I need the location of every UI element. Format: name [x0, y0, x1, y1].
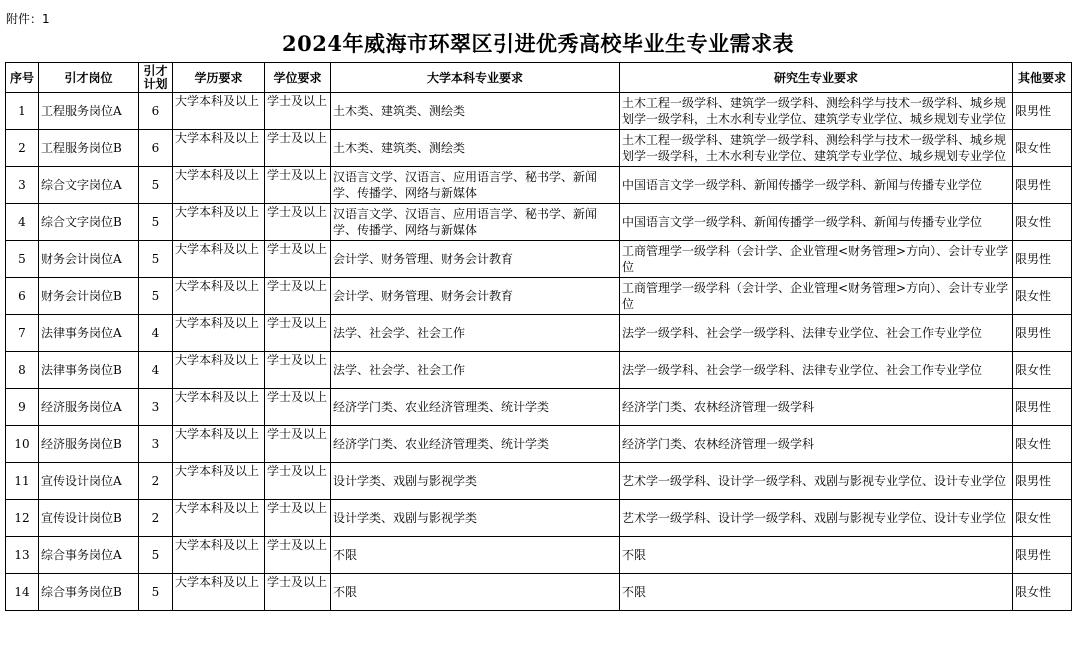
- cell-graduate: 法学一级学科、社会学一级学科、法律专业学位、社会工作专业学位: [620, 352, 1013, 389]
- table-row: [6, 352, 1072, 389]
- cell-other: 限男性: [1013, 315, 1072, 352]
- cell-position: 宣传设计岗位B: [39, 500, 139, 537]
- cell-undergrad: 设计学类、戏剧与影视学类: [331, 463, 620, 500]
- cell-no: 3: [6, 167, 39, 204]
- cell-other: 限女性: [1013, 204, 1072, 241]
- cell-education: 大学本科及以上: [173, 93, 265, 130]
- cell-graduate: 不限: [620, 537, 1013, 574]
- cell-degree: 学士及以上: [265, 500, 331, 537]
- cell-no: 5: [6, 241, 39, 278]
- cell-graduate: 中国语言文学一级学科、新闻传播学一级学科、新闻与传播专业学位: [620, 167, 1013, 204]
- cell-position: 法律事务岗位B: [39, 352, 139, 389]
- cell-graduate: 土木工程一级学科、建筑学一级学科、测绘科学与技术一级学科、城乡规划学一级学科，土木水利专业学位、建筑学专业学位、城乡规划专业学位: [620, 130, 1013, 167]
- cell-plan: 5: [139, 574, 173, 611]
- cell-degree: 学士及以上: [265, 463, 331, 500]
- cell-graduate: 工商管理学一级学科（会计学、企业管理<财务管理>方向）、会计专业学位: [620, 278, 1013, 315]
- cell-undergrad: 不限: [331, 574, 620, 611]
- table-row: [6, 130, 1072, 167]
- cell-other: 限男性: [1013, 93, 1072, 130]
- cell-position: 宣传设计岗位A: [39, 463, 139, 500]
- cell-plan: 3: [139, 389, 173, 426]
- cell-degree: 学士及以上: [265, 389, 331, 426]
- cell-position: 财务会计岗位B: [39, 278, 139, 315]
- cell-other: 限男性: [1013, 389, 1072, 426]
- cell-degree: 学士及以上: [265, 93, 331, 130]
- cell-undergrad: 汉语言文学、汉语言、应用语言学、秘书学、新闻学、传播学、网络与新媒体: [331, 204, 620, 241]
- cell-position: 工程服务岗位B: [39, 130, 139, 167]
- cell-plan: 5: [139, 167, 173, 204]
- table-row: [6, 241, 1072, 278]
- cell-graduate: 艺术学一级学科、设计学一级学科、戏剧与影视专业学位、设计专业学位: [620, 463, 1013, 500]
- cell-degree: 学士及以上: [265, 574, 331, 611]
- cell-no: 13: [6, 537, 39, 574]
- table-row: [6, 278, 1072, 315]
- cell-plan: 5: [139, 537, 173, 574]
- table-row: [6, 167, 1072, 204]
- cell-graduate: 经济学门类、农林经济管理一级学科: [620, 389, 1013, 426]
- cell-plan: 2: [139, 500, 173, 537]
- table-row: [6, 315, 1072, 352]
- header-undergrad: 大学本科专业要求: [331, 63, 620, 93]
- cell-undergrad: 会计学、财务管理、财务会计教育: [331, 241, 620, 278]
- cell-undergrad: 设计学类、戏剧与影视学类: [331, 500, 620, 537]
- cell-other: 限女性: [1013, 426, 1072, 463]
- cell-graduate: 土木工程一级学科、建筑学一级学科、测绘科学与技术一级学科、城乡规划学一级学科，土木水利专业学位、建筑学专业学位、城乡规划专业学位: [620, 93, 1013, 130]
- cell-graduate: 工商管理学一级学科（会计学、企业管理<财务管理>方向）、会计专业学位: [620, 241, 1013, 278]
- cell-undergrad: 土木类、建筑类、测绘类: [331, 93, 620, 130]
- header-other: 其他要求: [1013, 63, 1072, 93]
- cell-graduate: 中国语言文学一级学科、新闻传播学一级学科、新闻与传播专业学位: [620, 204, 1013, 241]
- cell-degree: 学士及以上: [265, 204, 331, 241]
- table-row: [6, 204, 1072, 241]
- cell-education: 大学本科及以上: [173, 537, 265, 574]
- table-row: [6, 389, 1072, 426]
- cell-graduate: 经济学门类、农林经济管理一级学科: [620, 426, 1013, 463]
- header-graduate: 研究生专业要求: [620, 63, 1013, 93]
- cell-graduate: 不限: [620, 574, 1013, 611]
- table-header-row: [6, 63, 1072, 93]
- cell-other: 限男性: [1013, 241, 1072, 278]
- requirements-table: [5, 62, 1072, 611]
- cell-no: 9: [6, 389, 39, 426]
- cell-education: 大学本科及以上: [173, 241, 265, 278]
- cell-no: 12: [6, 500, 39, 537]
- header-degree: 学位要求: [265, 63, 331, 93]
- cell-degree: 学士及以上: [265, 426, 331, 463]
- cell-plan: 5: [139, 278, 173, 315]
- cell-undergrad: 不限: [331, 537, 620, 574]
- cell-plan: 6: [139, 93, 173, 130]
- cell-undergrad: 会计学、财务管理、财务会计教育: [331, 278, 620, 315]
- cell-degree: 学士及以上: [265, 315, 331, 352]
- cell-education: 大学本科及以上: [173, 278, 265, 315]
- cell-undergrad: 法学、社会学、社会工作: [331, 352, 620, 389]
- cell-education: 大学本科及以上: [173, 352, 265, 389]
- cell-position: 综合文字岗位A: [39, 167, 139, 204]
- cell-degree: 学士及以上: [265, 352, 331, 389]
- cell-no: 11: [6, 463, 39, 500]
- cell-position: 工程服务岗位A: [39, 93, 139, 130]
- cell-plan: 5: [139, 241, 173, 278]
- cell-education: 大学本科及以上: [173, 389, 265, 426]
- table-row: [6, 426, 1072, 463]
- cell-other: 限女性: [1013, 574, 1072, 611]
- cell-undergrad: 汉语言文学、汉语言、应用语言学、秘书学、新闻学、传播学、网络与新媒体: [331, 167, 620, 204]
- cell-position: 法律事务岗位A: [39, 315, 139, 352]
- cell-education: 大学本科及以上: [173, 426, 265, 463]
- cell-education: 大学本科及以上: [173, 463, 265, 500]
- cell-position: 经济服务岗位A: [39, 389, 139, 426]
- cell-education: 大学本科及以上: [173, 130, 265, 167]
- cell-plan: 5: [139, 204, 173, 241]
- cell-no: 2: [6, 130, 39, 167]
- cell-degree: 学士及以上: [265, 241, 331, 278]
- table-row: [6, 500, 1072, 537]
- cell-position: 经济服务岗位B: [39, 426, 139, 463]
- cell-education: 大学本科及以上: [173, 500, 265, 537]
- cell-no: 14: [6, 574, 39, 611]
- cell-other: 限女性: [1013, 352, 1072, 389]
- table-row: [6, 93, 1072, 130]
- cell-education: 大学本科及以上: [173, 167, 265, 204]
- cell-plan: 4: [139, 315, 173, 352]
- cell-plan: 6: [139, 130, 173, 167]
- cell-plan: 2: [139, 463, 173, 500]
- cell-position: 综合事务岗位B: [39, 574, 139, 611]
- cell-graduate: 法学一级学科、社会学一级学科、法律专业学位、社会工作专业学位: [620, 315, 1013, 352]
- cell-no: 6: [6, 278, 39, 315]
- cell-no: 8: [6, 352, 39, 389]
- cell-graduate: 艺术学一级学科、设计学一级学科、戏剧与影视专业学位、设计专业学位: [620, 500, 1013, 537]
- cell-degree: 学士及以上: [265, 130, 331, 167]
- cell-undergrad: 土木类、建筑类、测绘类: [331, 130, 620, 167]
- cell-other: 限男性: [1013, 167, 1072, 204]
- table-row: [6, 574, 1072, 611]
- table-row: [6, 537, 1072, 574]
- header-education: 学历要求: [173, 63, 265, 93]
- table-row: [6, 463, 1072, 500]
- cell-other: 限女性: [1013, 278, 1072, 315]
- header-no: 序号: [6, 63, 39, 93]
- cell-position: 财务会计岗位A: [39, 241, 139, 278]
- cell-no: 10: [6, 426, 39, 463]
- cell-undergrad: 经济学门类、农业经济管理类、统计学类: [331, 426, 620, 463]
- cell-education: 大学本科及以上: [173, 315, 265, 352]
- cell-degree: 学士及以上: [265, 278, 331, 315]
- cell-plan: 3: [139, 426, 173, 463]
- attachment-label: 附件：1: [6, 12, 50, 26]
- cell-other: 限男性: [1013, 537, 1072, 574]
- cell-other: 限男性: [1013, 463, 1072, 500]
- cell-degree: 学士及以上: [265, 537, 331, 574]
- cell-position: 综合事务岗位A: [39, 537, 139, 574]
- cell-other: 限女性: [1013, 500, 1072, 537]
- cell-no: 7: [6, 315, 39, 352]
- cell-position: 综合文字岗位B: [39, 204, 139, 241]
- document-title: 2024年威海市环翠区引进优秀高校毕业生专业需求表: [282, 31, 794, 56]
- table-body: [6, 93, 1072, 611]
- cell-undergrad: 经济学门类、农业经济管理类、统计学类: [331, 389, 620, 426]
- cell-education: 大学本科及以上: [173, 574, 265, 611]
- cell-no: 4: [6, 204, 39, 241]
- cell-undergrad: 法学、社会学、社会工作: [331, 315, 620, 352]
- header-plan: 引才计划: [139, 63, 173, 93]
- cell-other: 限女性: [1013, 130, 1072, 167]
- cell-degree: 学士及以上: [265, 167, 331, 204]
- cell-plan: 4: [139, 352, 173, 389]
- cell-education: 大学本科及以上: [173, 204, 265, 241]
- header-position: 引才岗位: [39, 63, 139, 93]
- cell-no: 1: [6, 93, 39, 130]
